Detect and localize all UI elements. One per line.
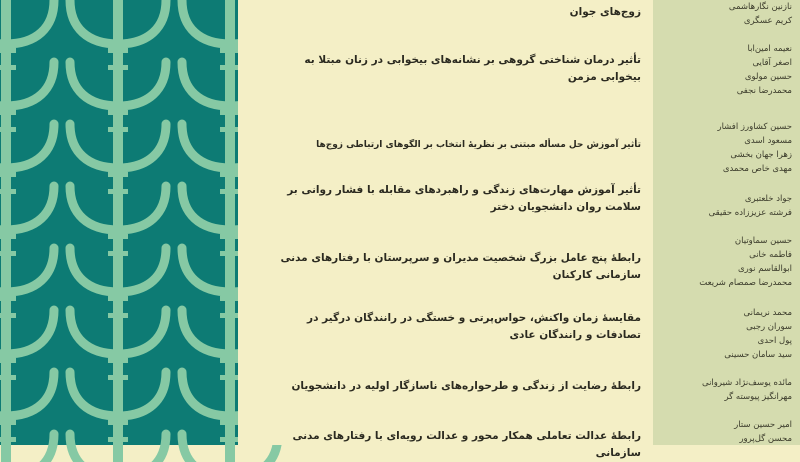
author-name: محسن گل‌پرور <box>739 434 792 444</box>
author-name: ابوالقاسم نوری <box>738 264 792 274</box>
article-title[interactable]: رابطهٔ پنج عامل بزرگ شخصیت مدیران و سرپرستان با رفتارهای مدنی سازمانی کارکنان <box>280 252 641 281</box>
article-title[interactable]: رابطهٔ رضایت از زندگی و طرحواره‌های ناسازگار اولیه در دانشجویان <box>291 380 641 392</box>
author-name: مسعود اسدی <box>744 136 792 146</box>
psi-pattern-graphic <box>0 0 238 445</box>
author-name: پول احدی <box>757 336 792 346</box>
author-list <box>657 306 792 362</box>
author-list <box>657 120 792 176</box>
author-name: سوران رجبی <box>746 322 792 332</box>
authors-column <box>653 0 800 445</box>
author-name: حسین کشاورز افشار <box>717 122 792 132</box>
author-name: مهدی خاص محمدی <box>722 164 792 174</box>
author-list <box>657 0 792 28</box>
author-name: امیر حسین ستار <box>734 420 792 430</box>
author-name: فاطمه خانی <box>749 250 792 260</box>
author-name: کریم عسگری <box>743 16 792 26</box>
author-list <box>657 418 792 446</box>
article-title[interactable]: تأثیر آموزش حل مسأله مبتنی بر نظریهٔ انتخاب بر الگوهای ارتباطی زوج‌ها <box>316 140 641 150</box>
author-name: حسین سماوتیان <box>734 236 792 246</box>
author-list <box>657 192 792 220</box>
article-title[interactable]: مقایسهٔ زمان واکنش، حواس‌پرتی و خستگی در رانندگان درگیر در تصادفات و رانندگان عادی <box>307 312 641 341</box>
decorative-cover-panel <box>0 0 238 445</box>
author-list <box>657 376 792 404</box>
article-title[interactable]: تأثیر درمان شناختی گروهی بر نشانه‌های بیخوابی در زنان مبتلا به بیخوابی مزمن <box>304 54 641 83</box>
author-name: محمدرضا صمصام شریعت <box>699 278 792 288</box>
article-title[interactable]: رابطهٔ عدالت تعاملی همکار محور و عدالت رویه‌ای با رفتارهای مدنی سازمانی <box>292 430 641 459</box>
article-title[interactable]: تأثیر آموزش مهارت‌های زندگی و راهبردهای مقابله با فشار روانی بر سلامت روان دانشجویان دختر <box>287 184 641 213</box>
author-list <box>657 42 792 98</box>
psi-motif <box>0 420 54 462</box>
author-name: محمد نریمانی <box>743 308 792 318</box>
author-name: مهرانگیز پیوسته گر <box>724 392 792 402</box>
author-name: نعیمه امین‌ابا <box>747 44 792 54</box>
article-titles-area <box>238 0 653 459</box>
author-name: فرشته عزیززاده حقیقی <box>708 208 792 218</box>
author-name: اصغر آقایی <box>752 58 792 68</box>
author-name: زهرا جهان بخشی <box>730 150 792 160</box>
author-name: مائده یوسف‌نژاد شیروانی <box>701 378 792 388</box>
author-name: سید سامان حسینی <box>724 350 792 360</box>
author-name: حسین مولوی <box>744 72 792 82</box>
author-name: محمدرضا نجفی <box>736 86 792 96</box>
psi-motif <box>70 420 166 462</box>
author-list <box>657 234 792 290</box>
author-name: جواد خلعتبری <box>744 194 792 204</box>
article-title[interactable]: زوج‌های جوان <box>569 6 641 18</box>
author-name: نازنین نگارهاشمی <box>728 2 792 12</box>
